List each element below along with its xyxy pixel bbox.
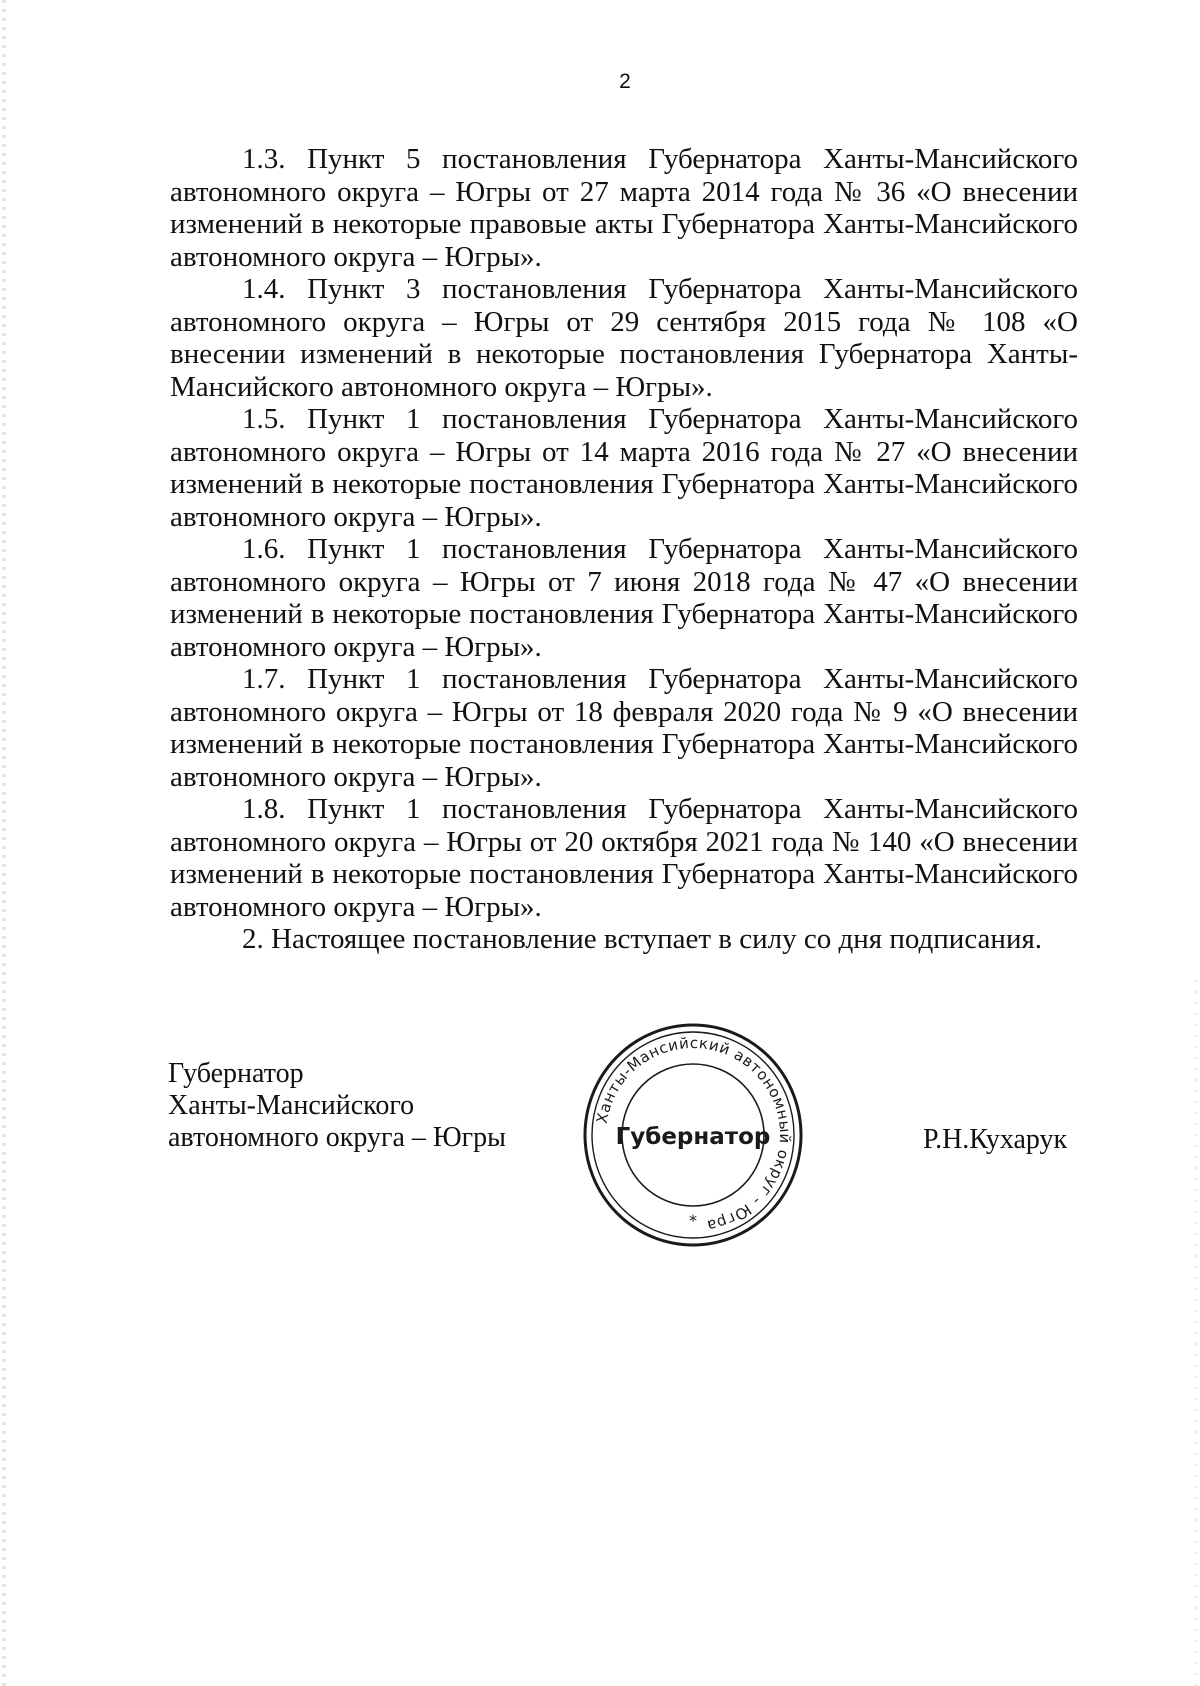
seal-star-icon: * — [689, 1211, 697, 1230]
official-seal — [578, 1020, 808, 1250]
paragraph-1-4: 1.4. Пункт 3 постановления Губернатора Ханты-Мансийского автономного округа – Югры от 29 сентября 2015 года № 108 «О внесении изменений в некоторые постановления Губернатора Ханты-Мансийского автономного округа – Югры». — [170, 273, 1078, 403]
paragraph-1-5: 1.5. Пункт 1 постановления Губернатора Ханты-Мансийского автономного округа – Югры от 14 марта 2016 года № 27 «О внесении изменений в некоторые постановления Губернатора Ханты-Мансийского автономного округа – Югры». — [170, 403, 1078, 533]
scan-edge-left — [2, 0, 6, 1686]
signer-name: Р.Н.Кухарук — [923, 1124, 1068, 1155]
page-number: 2 — [619, 70, 631, 93]
signer-position-line: Ханты-Мансийского — [168, 1090, 415, 1121]
paragraph-2: 2. Настоящее постановление вступает в силу со дня подписания. — [242, 923, 1043, 955]
seal-ring-text: Ханты-Мансийский автономный округ - Югра — [592, 1033, 795, 1235]
paragraph-1-8: 1.8. Пункт 1 постановления Губернатора Ханты-Мансийского автономного округа – Югры от 20 октября 2021 года № 140 «О внесении изменений в некоторые постановления Губернатора Ханты-Мансийского автономного округа – Югры». — [170, 793, 1078, 923]
signer-position-line: Губернатор — [168, 1058, 304, 1089]
document-body — [170, 143, 1078, 956]
paragraph-1-3: 1.3. Пункт 5 постановления Губернатора Ханты-Мансийского автономного округа – Югры от 27 марта 2014 года № 36 «О внесении изменений в некоторые правовые акты Губернатора Ханты-Мансийского автономного округа – Югры». — [170, 143, 1078, 273]
signer-position — [168, 1058, 506, 1154]
signer-position-line: автономного округа – Югры — [168, 1122, 506, 1153]
seal-center-text: Губернатор — [615, 1124, 771, 1150]
paragraph-1-7: 1.7. Пункт 1 постановления Губернатора Ханты-Мансийского автономного округа – Югры от 18 февраля 2020 года № 9 «О внесении изменений в некоторые постановления Губернатора Ханты-Мансийского автономного округа – Югры». — [170, 663, 1078, 793]
paragraph-1-6: 1.6. Пункт 1 постановления Губернатора Ханты-Мансийского автономного округа – Югры от 7 июня 2018 года № 47 «О внесении изменений в некоторые постановления Губернатора Ханты-Мансийского автономного округа – Югры». — [170, 533, 1078, 663]
scan-edge-right — [1194, 980, 1197, 1686]
